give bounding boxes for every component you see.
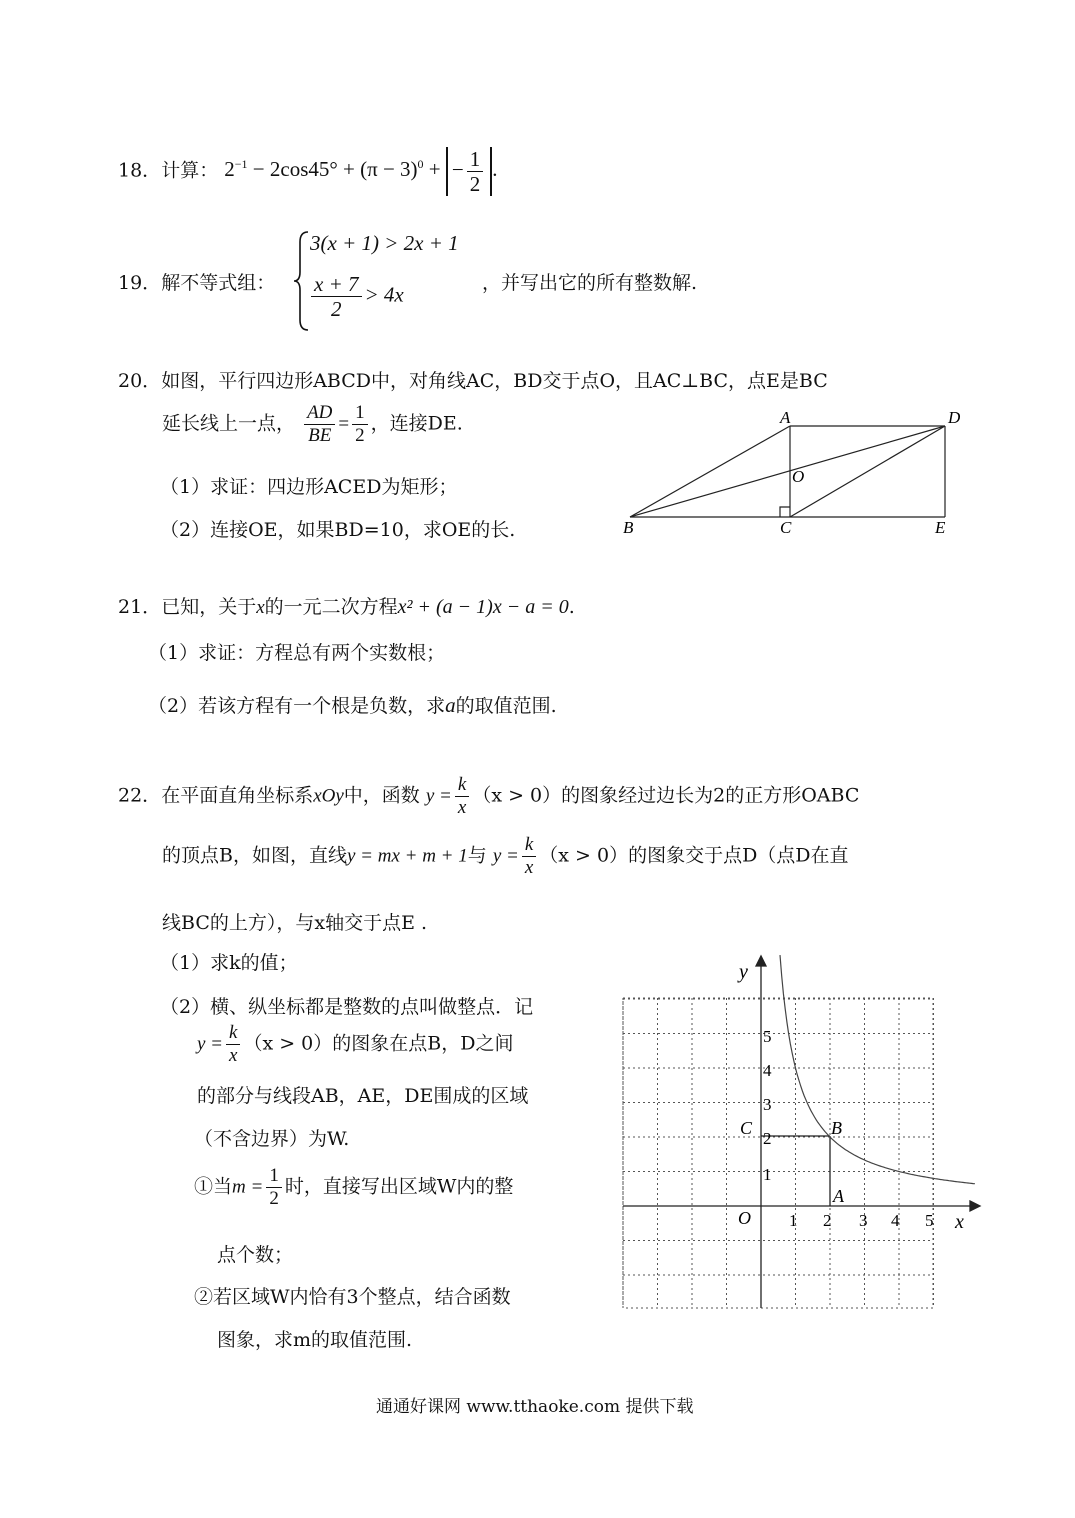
- q19-inequality-1: 3(x + 1) > 2x + 1: [310, 231, 459, 255]
- x-tick-5: 5: [925, 1211, 934, 1230]
- hyperbola-curve: [780, 955, 975, 1184]
- q20-part1: （1）求证：四边形ACED为矩形；: [160, 476, 458, 498]
- q21-part1: （1）求证：方程总有两个实数根；: [148, 642, 446, 664]
- point-C-label: C: [740, 1118, 753, 1138]
- x-tick-4: 4: [891, 1211, 900, 1230]
- q18-expression: $2^{-1} - 2\cos 45^\circ + (\pi - 3)^0$ + − $\frac{1}{2}$ .: [224, 147, 498, 197]
- q22-case1-cont: 点个数；: [217, 1244, 294, 1266]
- q20-part2: （2）连接OE，如果BD=10，求OE的长.: [160, 519, 516, 541]
- q19-number-prompt: 19．解不等式组：: [118, 272, 276, 294]
- y-tick-4: 4: [763, 1061, 772, 1080]
- label-C: C: [780, 518, 792, 537]
- q22-line1: 22．在平面直角坐标系xOy中，函数 y = $\frac{k}{x}$ （x > 0）的图象经过边长为2的正方形OABC: [118, 774, 860, 818]
- y-tick-3: 3: [763, 1095, 772, 1114]
- point-B-label: B: [831, 1118, 842, 1138]
- q20-ratio: $\frac{AD}{BE}$: [304, 402, 335, 447]
- q19-tail: ，并写出它的所有整数解.: [482, 272, 698, 294]
- label-B: B: [623, 518, 634, 537]
- q22-case2-cont: 图象，求m的取值范围.: [217, 1329, 413, 1351]
- q22-case1: ①当m = $\frac{1}{2}$ 时，直接写出区域W内的整: [194, 1165, 514, 1209]
- q22-case2: ②若区域W内恰有3个整点，结合函数: [194, 1286, 511, 1308]
- x-tick-3: 3: [859, 1211, 868, 1230]
- x-axis-label: x: [955, 1211, 964, 1233]
- q22-part2-d: （不含边界）为W.: [194, 1128, 350, 1150]
- label-A: A: [780, 408, 791, 427]
- q18-absolute-value: − $\frac{1}{2}$: [446, 147, 492, 196]
- label-D: D: [948, 408, 961, 427]
- q18: [118, 147, 497, 196]
- q18-prompt: 计算：: [161, 159, 219, 182]
- q22-part1: （1）求k的值；: [160, 952, 298, 974]
- footer: 通通好课网 www.tthaoke.com 提供下载: [376, 1397, 694, 1417]
- y-tick-2: 2: [763, 1129, 772, 1148]
- q21-part2: （2）若该方程有一个根是负数，求a的取值范围.: [148, 693, 557, 717]
- q20-figure: [615, 405, 965, 540]
- q22-part2-a: （2）横、纵坐标都是整数的点叫做整点．记: [160, 996, 534, 1018]
- diagonal-BD: [630, 426, 945, 517]
- x-tick-2: 2: [823, 1211, 832, 1230]
- y-axis-label: y: [739, 961, 748, 983]
- origin-label: O: [738, 1208, 751, 1228]
- label-O: O: [792, 467, 805, 486]
- q19-inequality-2: $\frac{x + 7}{2}$ > 4x: [308, 272, 404, 321]
- label-E: E: [935, 518, 946, 537]
- point-A-label: A: [833, 1186, 844, 1206]
- q22-graph: [615, 950, 985, 1315]
- grid-frame: [623, 998, 933, 1308]
- q22-part2-c: 的部分与线段AB，AE，DE围成的区域: [197, 1085, 529, 1107]
- x-axis-arrow: [970, 1201, 980, 1211]
- right-angle-mark: [780, 507, 790, 517]
- q20-line2: 延长线上一点， $\frac{AD}{BE}$ = $\frac{1}{2}$ ，连接DE.: [162, 402, 463, 446]
- q20-line1: 20．如图，平行四边形ABCD中，对角线AC，BD交于点O，且AC⊥BC，点E是BC: [118, 370, 828, 392]
- edge-AB: [630, 426, 790, 517]
- x-tick-1: 1: [789, 1211, 798, 1230]
- q22-part2-b: y = $\frac{k}{x}$ （x > 0）的图象在点B，D之间: [197, 1022, 514, 1066]
- y-tick-5: 5: [763, 1027, 772, 1046]
- q22-line3: 线BC的上方），与x轴交于点E .: [162, 912, 428, 934]
- q22-line2: 的顶点B，如图，直线y = mx + m + 1与 y = $\frac{k}{x}$ （x > 0）的图象交于点D（点D在直: [162, 834, 849, 878]
- y-tick-1: 1: [763, 1165, 772, 1184]
- y-axis-arrow: [756, 956, 766, 966]
- dotted-grid: [623, 998, 934, 1308]
- q21-equation: x² + (a − 1)x − a = 0: [397, 596, 569, 618]
- q18-number: 18．: [118, 159, 162, 182]
- q21-line1: 21．已知，关于x的一元二次方程x² + (a − 1)x − a = 0.: [118, 596, 575, 618]
- edge-DC: [790, 426, 945, 517]
